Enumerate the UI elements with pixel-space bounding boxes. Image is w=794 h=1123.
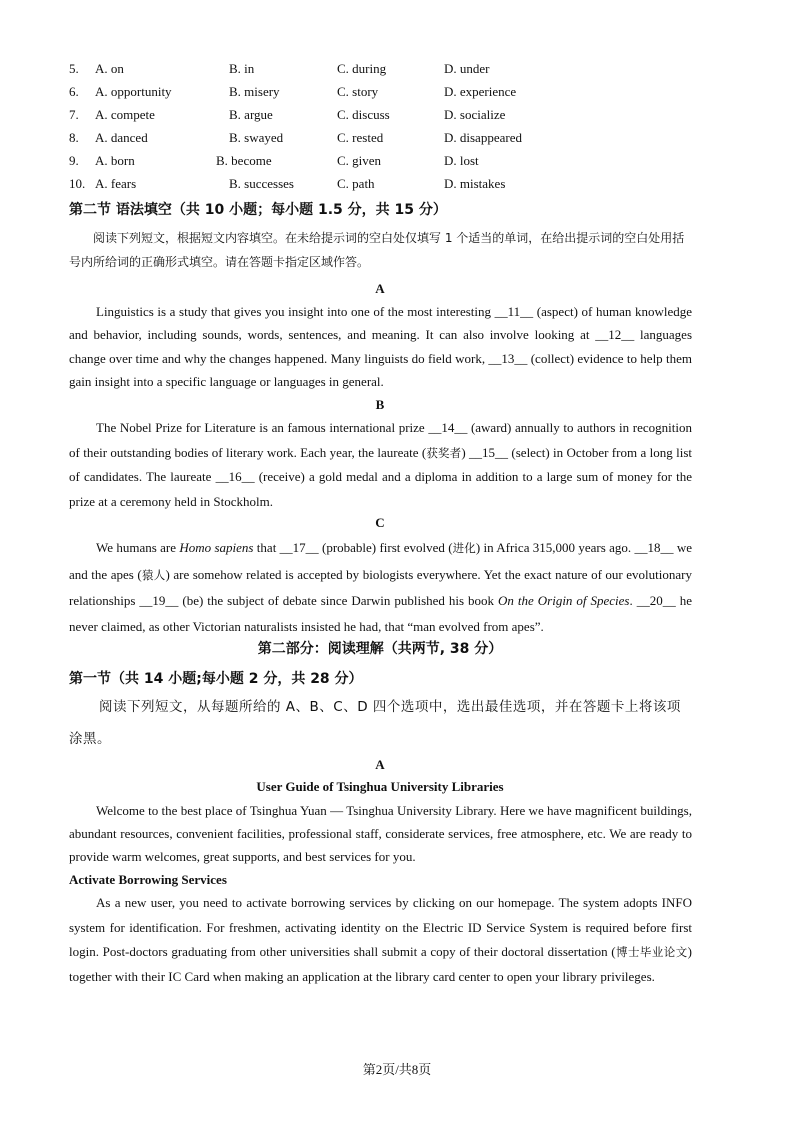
- grammar-instruction: 阅读下列短文，根据短文内容填空。在未给提示词的空白处仅填写 1 个适当的单词，在给出提示词的空白处用括号内所给词的正确形式填空。请在答题卡指定区域作答。: [69, 231, 685, 269]
- option-d: D. lost: [444, 153, 479, 168]
- grammar-section-heading: 第二节 语法填空（共 10 小题；每小题 1.5 分，共 15 分）: [69, 202, 447, 218]
- passage-intro: Welcome to the best place of Tsinghua Yuan — Tsinghua University Library. Here we have magnificent buildings, abundant resources, convenient facilities, professional staff, considerate services, free atmosphere, etc. We are ready to provide warm welcomes, great supports, and best services for you.: [69, 803, 692, 864]
- option-c: C. during: [337, 61, 387, 76]
- passage-c-chinese-gloss: 进化: [452, 541, 476, 555]
- option-a: A. fears: [95, 176, 137, 191]
- option-a: A. opportunity: [95, 84, 172, 99]
- passage-c-text: [69, 535, 692, 639]
- option-c: C. rested: [337, 130, 384, 145]
- question-number: 8.: [69, 130, 79, 145]
- question-number: 6.: [69, 84, 79, 99]
- passage-b-part: ) __15__ (select) in October from a long list of candidates. The laureate __16__ (receive) a gold medal and a diploma in addition to a large sum of money for the prize at a ceremony held in Stockholm.: [69, 444, 693, 509]
- option-c: C. discuss: [337, 107, 390, 122]
- passage-b-part: The Nobel Prize for Literature is an famous international prize __14__ (award) annually to authors in recognition of their outstanding bodies of literary work. Each year, the laureate (: [69, 420, 692, 460]
- option-b: B. become: [216, 153, 272, 168]
- reading-section-heading: 第一节（共 14 小题;每小题 2 分，共 28 分）: [69, 671, 363, 687]
- page-footer: 第2页/共8页: [362, 1062, 432, 1077]
- passage-c-part: . __20__ he never claimed, as other Victorian naturalists insisted he had, that “man evolved from apes”.: [69, 593, 692, 634]
- option-b: B. misery: [229, 84, 280, 99]
- passage-body-chinese-gloss: 博士毕业论文: [615, 945, 688, 959]
- passage-a-text: Linguistics is a study that gives you insight into one of the most interesting __11__ (aspect) of human knowledge and behavior, including sounds, words, sentences, and meaning. It can also involve looking at __12__ languages change over time and why the changes happened. Many linguists do field work, __13__ (collect) evidence to help them gain insight into a specific language or languages in general.: [69, 304, 692, 389]
- option-d: D. experience: [444, 84, 517, 99]
- passage-c-italic: On the Origin of Species: [498, 593, 630, 608]
- option-d: D. disappeared: [444, 130, 522, 145]
- question-number: 9.: [69, 153, 79, 168]
- option-c: C. story: [337, 84, 379, 99]
- option-b: B. argue: [229, 107, 273, 122]
- passage-b-text: [69, 416, 692, 514]
- passage-c-part: ) in Africa 315,000 years ago. __18__ we and the apes (: [69, 540, 693, 582]
- question-number: 5.: [69, 61, 79, 76]
- passage-label-b: B: [375, 397, 385, 412]
- question-number: 10.: [69, 176, 86, 191]
- option-c: C. given: [337, 153, 382, 168]
- passage-c-part: that __17__ (probable) first evolved (: [253, 540, 453, 555]
- option-c: C. path: [337, 176, 375, 191]
- passage-b-chinese-gloss: 获奖者: [426, 445, 462, 460]
- passage-body-part: As a new user, you need to activate borrowing services by clicking on our homepage. The system adopts INFO system for identification. For freshmen, activating identity on the Electric ID Service System is required before first login. Post-doctors graduating from other universities shall submit a copy of their doctoral dissertation (: [69, 895, 692, 959]
- passage-label-reading-a: A: [375, 757, 385, 772]
- option-d: D. under: [444, 61, 490, 76]
- option-b: B. swayed: [229, 130, 284, 145]
- passage-title: User Guide of Tsinghua University Libraries: [256, 779, 504, 794]
- passage-c-part: We humans are: [96, 540, 180, 555]
- option-b: B. in: [229, 61, 255, 76]
- option-a: A. born: [95, 153, 135, 168]
- reading-part-heading: 第二部分：阅读理解（共两节, 38 分）: [257, 641, 503, 657]
- question-number: 7.: [69, 107, 79, 122]
- passage-body: [69, 891, 692, 989]
- option-a: A. danced: [95, 130, 148, 145]
- option-d: D. socialize: [444, 107, 506, 122]
- option-d: D. mistakes: [444, 176, 506, 191]
- option-a: A. compete: [95, 107, 155, 122]
- passage-c-italic: Homo sapiens: [179, 540, 254, 555]
- passage-c-chinese-gloss: 猿人: [141, 567, 166, 582]
- option-a: A. on: [95, 61, 124, 76]
- passage-label-a: A: [375, 281, 385, 296]
- passage-body-part: ) together with their IC Card when making an application at the library card center to open your library privileges.: [69, 944, 692, 984]
- reading-instruction: 阅读下列短文，从每题所给的 A、B、C、D 四个选项中，选出最佳选项，并在答题卡上将该项涂黑。: [69, 699, 681, 747]
- option-b: B. successes: [229, 176, 294, 191]
- passage-label-c: C: [375, 515, 385, 530]
- sub-heading: Activate Borrowing Services: [69, 872, 227, 887]
- passage-c-part: ) are somehow related is accepted by biologists everywhere. Yet the exact nature of our evolutionary relationships __19__ (be) the subject of debate since Darwin published his book: [69, 566, 692, 608]
